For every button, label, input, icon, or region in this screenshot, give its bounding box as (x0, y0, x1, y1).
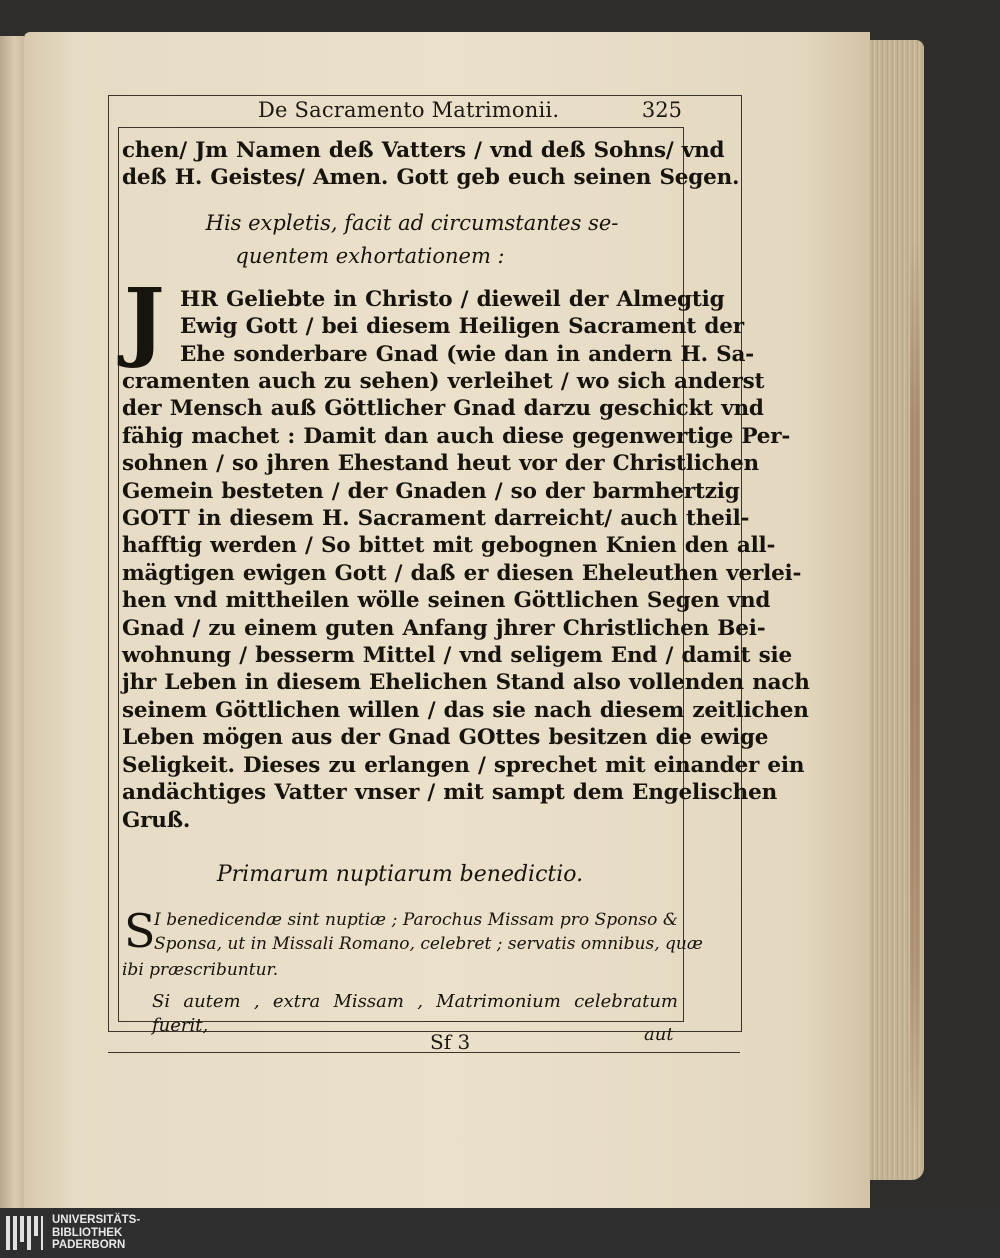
text-line: I benedicendæ sint nuptiæ ; Parochus Missam pro Sponso & (154, 910, 678, 930)
library-footer (0, 1208, 1000, 1258)
rubric-line: His expletis, facit ad circumstantes se- (205, 211, 619, 235)
text-line: Leben mögen aus der Gnad GOttes besitzen die ewige (122, 725, 769, 751)
library-name (52, 1214, 140, 1252)
text-line: Gruß. (122, 807, 191, 833)
catchword: aut (644, 1024, 674, 1045)
text-line: chen/ Jm Namen deß Vatters / vnd deß Sohns/ vnd (122, 138, 725, 163)
exhortation-body (122, 368, 810, 834)
library-name-line: PADERBORN (52, 1239, 126, 1251)
dropcap-initial: S (124, 904, 156, 958)
library-name-line: UNIVERSITÄTS- (52, 1214, 141, 1226)
text-line: wohnung / besserm Mittel / vnd seligem End / damit sie (122, 643, 792, 669)
text-line: der Mensch auß Göttlicher Gnad darzu geschickt vnd (122, 396, 764, 422)
rubric-exhortation (122, 207, 678, 273)
text-line: Ehe sonderbare Gnad (wie dan in andern H. Sa- (180, 341, 754, 367)
library-logo-icon (4, 1214, 44, 1252)
text-line: hafftig werden / So bittet mit gebognen Knien den all- (122, 533, 776, 559)
running-head (118, 96, 682, 126)
library-name-line: BIBLIOTHEK (52, 1226, 123, 1239)
latin-paragraph-rest (122, 958, 678, 982)
text-line: sohnen / so jhren Ehestand heut vor der Christlichen (122, 451, 759, 477)
book-fore-edge (866, 40, 924, 1180)
text-line: Gnad / zu einem guten Anfang jhrer Christlichen Bei- (122, 615, 766, 641)
exhortation-first-lines (180, 286, 754, 368)
latin-paragraph-first (154, 908, 703, 956)
rubric-line: quentem exhortationem : (235, 244, 505, 268)
opening-lines (122, 137, 740, 192)
page-number: 325 (641, 98, 682, 122)
latin-continuation: Si autem , extra Missam , Matrimonium celebratum fuerit, (152, 991, 678, 1036)
text-line: HR Geliebte in Christo / dieweil der Almegtig (180, 287, 725, 312)
facing-page-edge (0, 36, 24, 1208)
dropcap-initial: J (124, 270, 165, 371)
text-line: Sponsa, ut in Missali Romano, celebret ; servatis omnibus, quæ (154, 934, 703, 954)
text-line: deß H. Geistes/ Amen. Gott geb euch seinen Segen. (122, 165, 740, 191)
text-line: seinem Göttlichen willen / das sie nach diesem zeitlichen (122, 697, 809, 723)
text-line: andächtiges Vatter vnser / mit sampt dem Engelischen (122, 780, 778, 806)
signature-mark: Sf 3 (430, 1030, 471, 1054)
text-line: mägtigen ewigen Gott / daß er diesen Eheleuthen verlei- (122, 560, 802, 586)
text-line: ibi præscribuntur. (122, 960, 279, 980)
text-line: Gemein besteten / der Gnaden / so der barmhertzig (122, 478, 740, 504)
text-line: cramenten auch zu sehen) verleihet / wo sich anderst (122, 369, 765, 394)
text-line: Seligkeit. Dieses zu erlangen / sprechet mit einander ein (122, 752, 805, 778)
text-line: hen vnd mittheilen wölle seinen Göttlichen Segen vnd (122, 588, 771, 614)
text-line: jhr Leben in diesem Ehelichen Stand also vollenden nach (122, 670, 810, 696)
text-line: GOTT in diesem H. Sacrament darreicht/ auch theil- (122, 506, 750, 532)
text-line: Ewig Gott / bei diesem Heiligen Sacrament der (180, 314, 744, 340)
bottom-rule (108, 1052, 740, 1053)
section-heading: Primarum nuptiarum benedictio. (216, 862, 584, 887)
text-line: fähig machet : Damit dan auch diese gegenwertige Per- (122, 423, 791, 449)
running-head-title: De Sacramento Matrimonii. (258, 98, 560, 122)
